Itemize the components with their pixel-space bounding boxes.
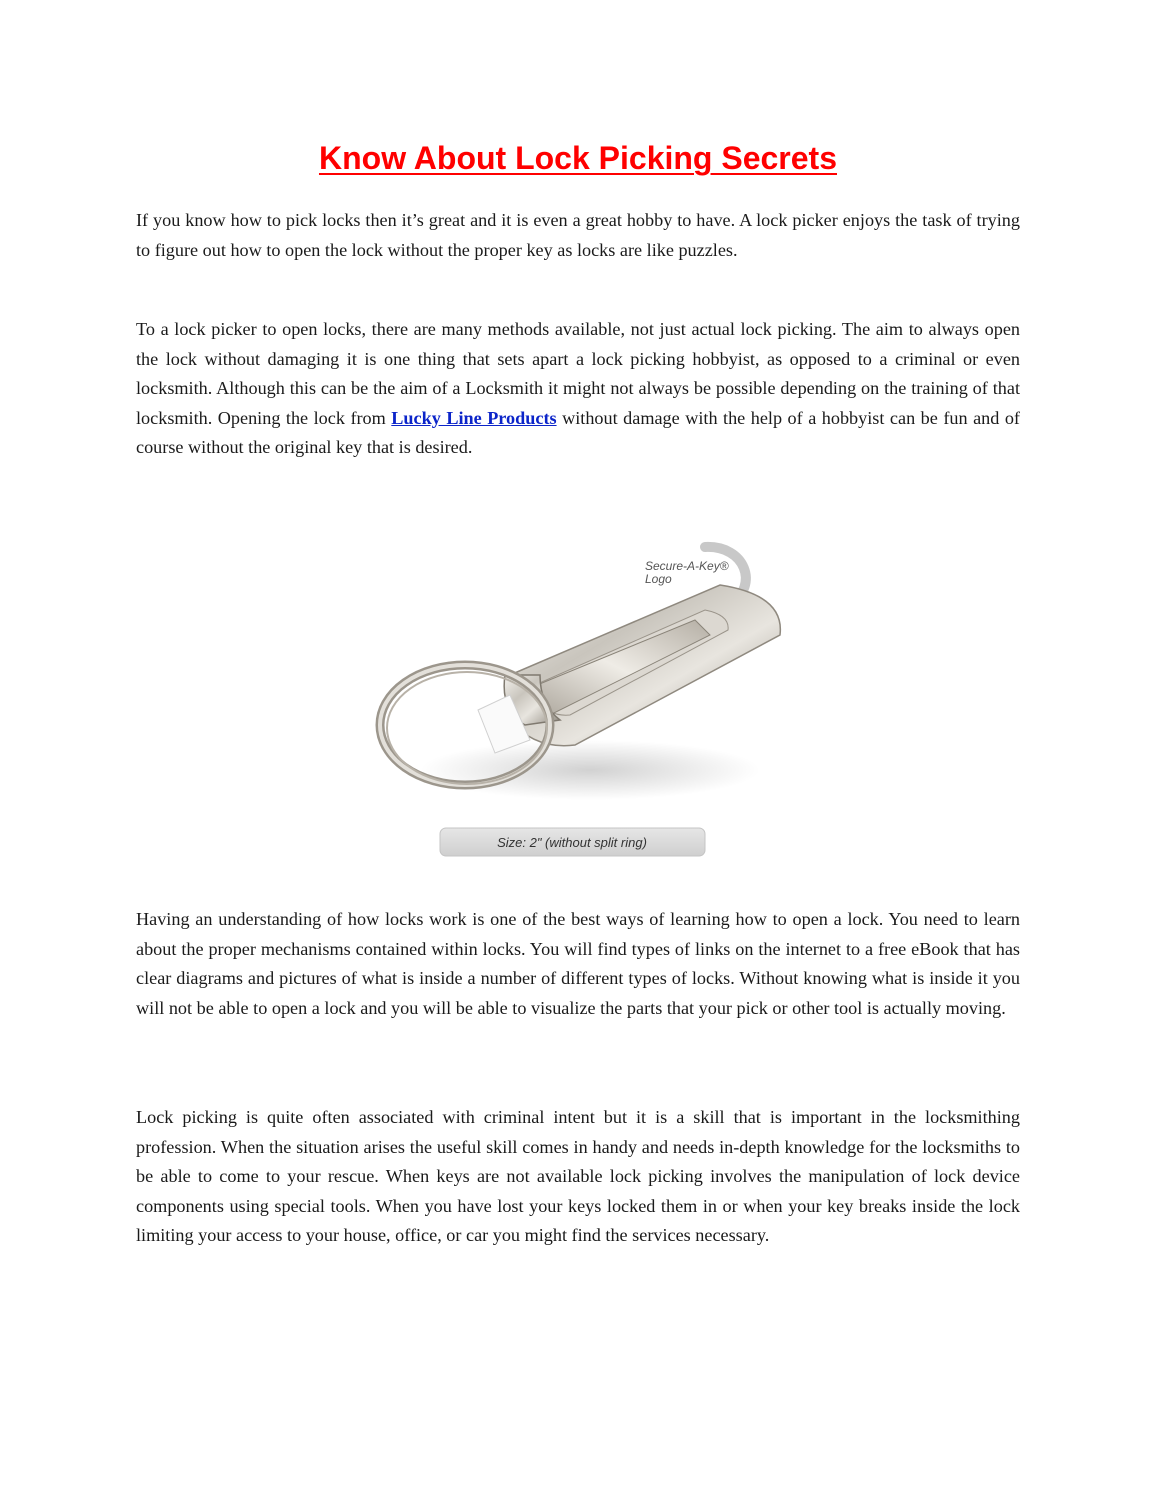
paragraph-understanding: Having an understanding of how locks work is one of the best ways of learning how to open a lock. You need to learn about the proper mechanisms contained within locks. You will find types of links on the internet to a free eBook that has clear diagrams and pictures of what is inside a number of different types of locks. Without knowing what is inside it you will not be able to open a lock and you will be able to visualize the parts that your pick or other tool is actually moving.: [136, 909, 1020, 1018]
paragraph-methods: [136, 315, 1020, 463]
paragraph-intro: If you know how to pick locks then it’s great and it is even a great hobby to have. A lock picker enjoys the task of trying to figure out how to open the lock without the proper key as locks are like puzzles.: [136, 210, 1020, 260]
page-title: Know About Lock Picking Secrets: [318, 140, 837, 176]
lucky-line-products-link[interactable]: Lucky Line Products: [391, 407, 557, 428]
size-caption-text: Size: 2" (without split ring): [497, 835, 647, 850]
paragraph-methods-text-after: without damage with the help of a hobbyist can be fun and of course without the original key that is desired.: [136, 407, 1020, 458]
paragraph-profession: Lock picking is quite often associated with criminal intent but it is a skill that is important in the locksmithing profession. When the situation arises the useful skill comes in handy and needs in-depth knowledge for the locksmiths to be able to come to your rescue. When keys are not available lock picking involves the manipulation of lock device components using special tools. When you have lost your keys locked them in or when your key breaks inside the lock limiting your access to your house, office, or car you might find the services necessary.: [136, 1107, 1020, 1246]
logo-label-line2: Logo: [645, 572, 672, 586]
paragraph-methods-text-before: To a lock picker to open locks, there are many methods available, not just actual lock picking. The aim to always open the lock without damaging it is one thing that sets apart a lock picking hobbyist, as opposed to a criminal or even locksmith. Although this can be the aim of a Locksmith it might not always be possible depending on the training of that locksmith. Opening the lock from: [136, 319, 1020, 428]
key-clip-product-image: [360, 525, 810, 865]
logo-label-line1: Secure-A-Key®: [645, 559, 729, 573]
